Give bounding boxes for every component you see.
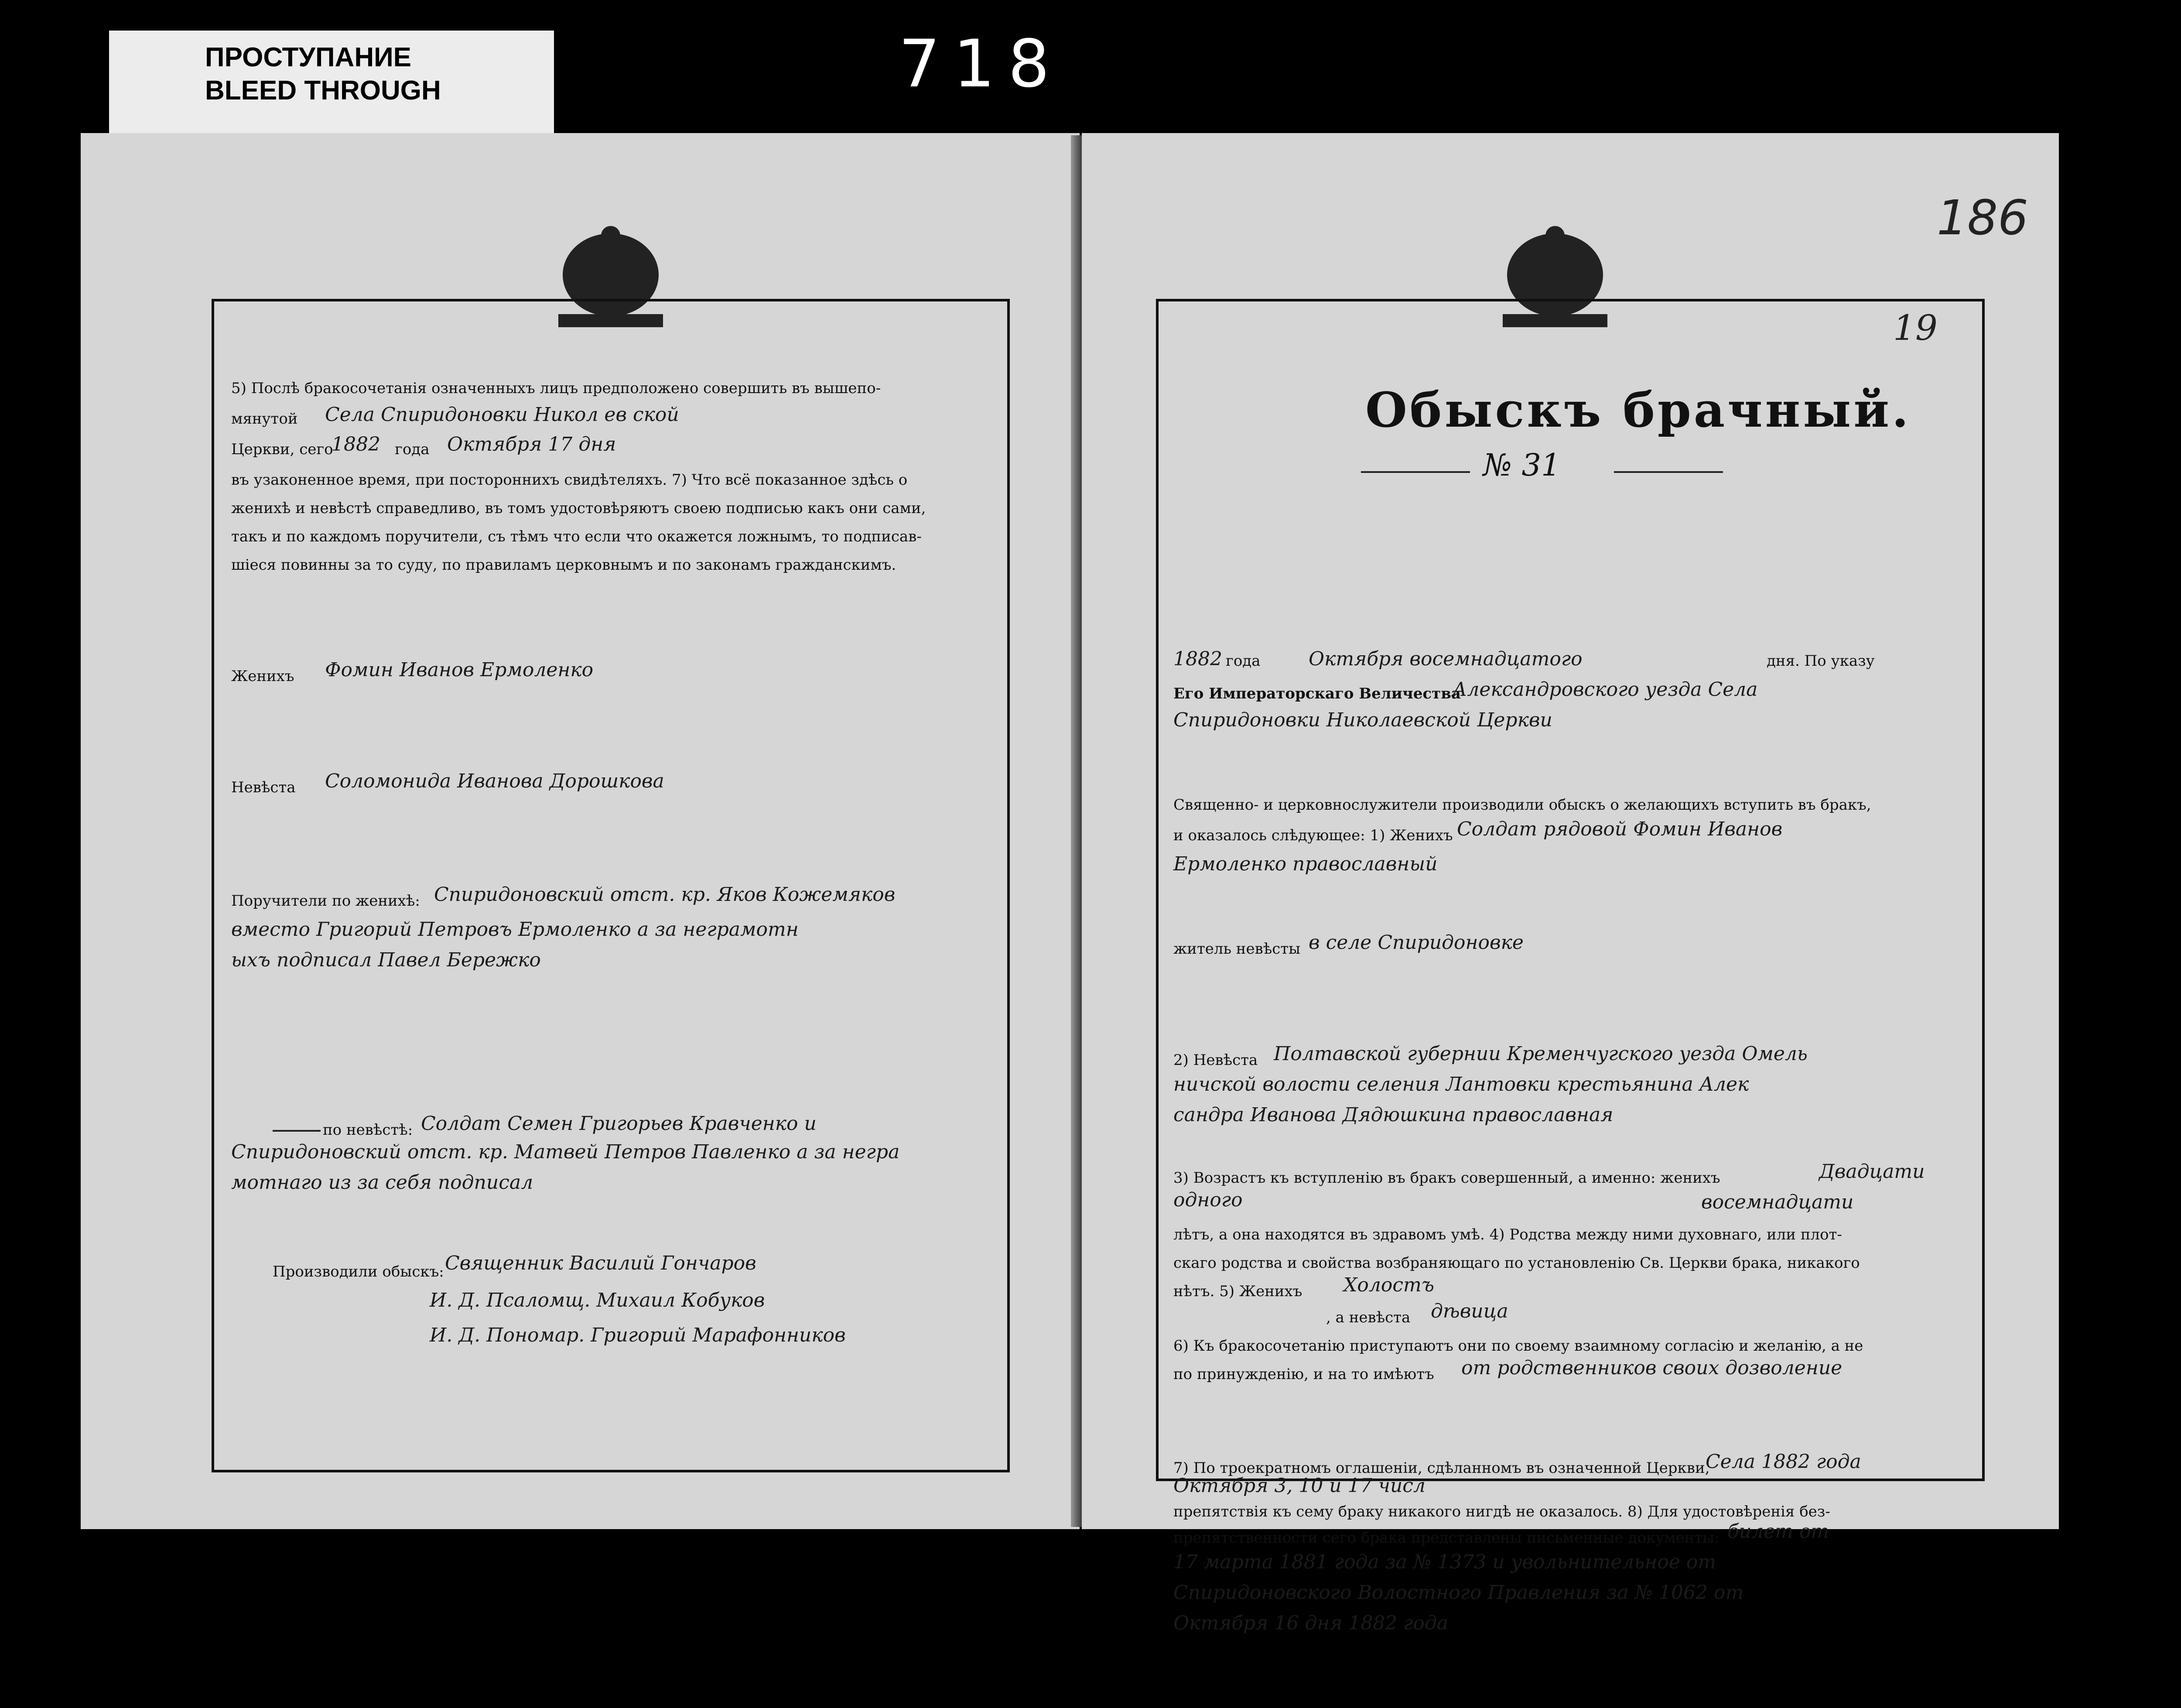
left-p1-line7: шiеся повинны за то суду, по правиламъ церковнымъ и по законамъ гражданскимъ. bbox=[231, 556, 896, 574]
ban-line-3: препятственности сего брака представлены письменные документы: bbox=[1173, 1529, 1720, 1547]
groom-description-hw: Солдат рядовой Фомин Иванов bbox=[1457, 818, 1783, 840]
document-title: Обыскъ брачный. bbox=[1365, 382, 1911, 438]
ban-hw-1: Села 1882 года bbox=[1706, 1451, 1861, 1473]
left-page bbox=[81, 133, 1080, 1529]
left-p1-line5: женихѣ и невѣстѣ справедливо, въ томъ удостовѣряютъ своею подписью какъ они сами, bbox=[231, 500, 926, 517]
bride-age-hw: восемнадцати bbox=[1701, 1191, 1854, 1213]
bride-guarantors-dash bbox=[273, 1130, 321, 1132]
bride-label: Невѣста bbox=[231, 779, 296, 796]
left-month-hw: Октября 17 дня bbox=[447, 433, 616, 455]
bride-guarantors-hw-1: Солдат Семен Григорьев Кравченко и bbox=[421, 1112, 817, 1135]
ban-line-1: 7) По троекратномъ оглашеніи, сдѣланномъ въ означенной Церкви, bbox=[1173, 1459, 1710, 1477]
folio-ink-number: 19 bbox=[1893, 308, 1938, 348]
record-number: № 31 bbox=[1483, 447, 1561, 483]
right-page-frame bbox=[1156, 299, 1985, 1481]
left-p1-line3a: Церкви, сего bbox=[231, 441, 333, 458]
bride-description-hw-3: сандра Иванова Дядюшкина православная bbox=[1173, 1104, 1614, 1126]
age-line-2: лѣтъ, а она находятся въ здравомъ умѣ. 4) Родства между ними духовнаго, или плот- bbox=[1173, 1226, 1842, 1243]
day-label: дня. По указу bbox=[1767, 652, 1875, 670]
label-line-ru: ПРОСТУПАНИЕ bbox=[205, 42, 412, 72]
bride-guarantors-label: по невѣстѣ: bbox=[323, 1121, 413, 1139]
majesty-label: Его Императорскаго Величества bbox=[1173, 685, 1461, 702]
year-label: года bbox=[1226, 652, 1261, 670]
clergy-hw-2: И. Д. Псаломщ. Михаил Кобуков bbox=[430, 1289, 765, 1311]
left-year-hw: 1882 bbox=[332, 433, 380, 455]
clergy-hw-1: Священник Василий Гончаров bbox=[445, 1252, 756, 1274]
resident-hw: в селе Спиридоновке bbox=[1309, 931, 1524, 954]
archive-number: 718 bbox=[899, 26, 1063, 102]
left-p1-line1: 5) Послѣ бракосочетанія означенныхъ лицъ предположено совершить въ вышепо- bbox=[231, 380, 881, 397]
search-intro-1: Священно- и церковнослужители производили обыскъ о желающихъ вступить въ бракъ, bbox=[1173, 796, 1871, 814]
ban-hw-3: билет от bbox=[1727, 1520, 1829, 1543]
archive-label-card bbox=[109, 31, 554, 140]
consent-line-1: 6) Къ бракосочетанію приступаютъ они по своему взаимному согласію и желанію, а не bbox=[1173, 1337, 1863, 1355]
bride-name-hw: Соломонида Иванова Дорошкова bbox=[325, 770, 664, 792]
record-year-hw: 1882 bbox=[1173, 648, 1222, 670]
bride-label-right: 2) Невѣста bbox=[1173, 1051, 1258, 1069]
bride-guarantors-hw-3: мотнаго из за себя подписал bbox=[231, 1171, 533, 1194]
consent-line-2: по принужденію, и на то имѣютъ bbox=[1173, 1366, 1434, 1383]
clergy-label: Производили обыскъ: bbox=[273, 1263, 444, 1280]
age-line-3: скаго родства и свойства возбраняющаго по установленію Св. Церкви брака, никакого bbox=[1173, 1254, 1860, 1272]
ban-hw-5: Спиридоновского Волостного Правления за № 1062 от bbox=[1173, 1581, 1744, 1604]
ban-hw-4: 17 марта 1881 года за № 1373 и увольнительное от bbox=[1173, 1551, 1716, 1573]
left-p1-year-label: года bbox=[395, 441, 430, 458]
left-p1-line2a: мянутой bbox=[231, 410, 298, 428]
record-date-hw: Октября восемнадцатого bbox=[1309, 648, 1583, 670]
consent-hw: от родственников своих дозволение bbox=[1461, 1357, 1843, 1379]
groom-guarantors-hw-2: вместо Григорий Петровъ Ермоленко а за неграмотн bbox=[231, 918, 799, 941]
age-line-4: нѣтъ. 5) Женихъ bbox=[1173, 1283, 1302, 1300]
title-rule-right bbox=[1614, 471, 1723, 473]
right-page bbox=[1082, 133, 2059, 1634]
ban-hw-6: Октября 16 дня 1882 года bbox=[1173, 1612, 1449, 1634]
title-rule-left bbox=[1361, 471, 1470, 473]
groom-status-hw: Холостъ bbox=[1343, 1274, 1435, 1296]
groom-guarantors-hw-3: ыхъ подписал Павел Бережко bbox=[231, 949, 541, 971]
bride-guarantors-hw-2: Спиридоновский отст. кр. Матвей Петров Павленко а за негра bbox=[231, 1141, 900, 1163]
groom-age-hw-2: одного bbox=[1173, 1189, 1243, 1211]
bride-status-hw: дѣвица bbox=[1431, 1300, 1508, 1322]
church-hw: Спиридоновки Николаевской Церкви bbox=[1173, 709, 1552, 731]
bride-description-hw-2: ничской волости селения Лантовки крестьянина Алек bbox=[1173, 1073, 1749, 1095]
majesty-hw: Александровского уезда Села bbox=[1453, 678, 1758, 701]
age-line-5: , а невѣста bbox=[1326, 1309, 1411, 1326]
groom-name-hw: Фомин Иванов Ермоленко bbox=[325, 659, 594, 681]
resident-label: житель невѣсты bbox=[1173, 940, 1301, 958]
groom-guarantors-hw-1: Спиридоновский отст. кр. Яков Кожемяков bbox=[434, 883, 896, 906]
folio-pencil-number: 186 bbox=[1937, 190, 2028, 246]
groom-description-hw-2: Ермоленко православный bbox=[1173, 853, 1438, 875]
age-line-1: 3) Возрастъ къ вступленію въ бракъ совершенный, а именно: женихъ bbox=[1173, 1169, 1720, 1187]
left-p1-line4: въ узаконенное время, при постороннихъ свидѣтеляхъ. 7) Что всё показанное здѣсь о bbox=[231, 471, 908, 489]
label-line-en: BLEED THROUGH bbox=[205, 75, 441, 106]
bride-description-hw-1: Полтавской губернии Кременчугского уезда Омель bbox=[1274, 1043, 1808, 1065]
left-church-hw: Села Спиридоновки Никол ев ской bbox=[325, 404, 679, 426]
groom-guarantors-label: Поручители по женихѣ: bbox=[231, 892, 420, 910]
ban-hw-2: Октября 3, 10 и 17 числ bbox=[1173, 1475, 1426, 1497]
groom-age-hw: Двадцати bbox=[1819, 1160, 1925, 1183]
ban-line-2: препятствія къ сему браку никакого нигдѣ не оказалось. 8) Для удостовѣренія без- bbox=[1173, 1503, 1830, 1520]
clergy-hw-3: И. Д. Пономар. Григорий Марафонников bbox=[430, 1324, 846, 1346]
groom-label: Женихъ bbox=[231, 667, 294, 685]
search-intro-2: и оказалось слѣдующее: 1) Женихъ bbox=[1173, 827, 1453, 844]
left-p1-line6: такъ и по каждомъ поручители, съ тѣмъ что если что окажется ложнымъ, то подписав- bbox=[231, 528, 922, 545]
